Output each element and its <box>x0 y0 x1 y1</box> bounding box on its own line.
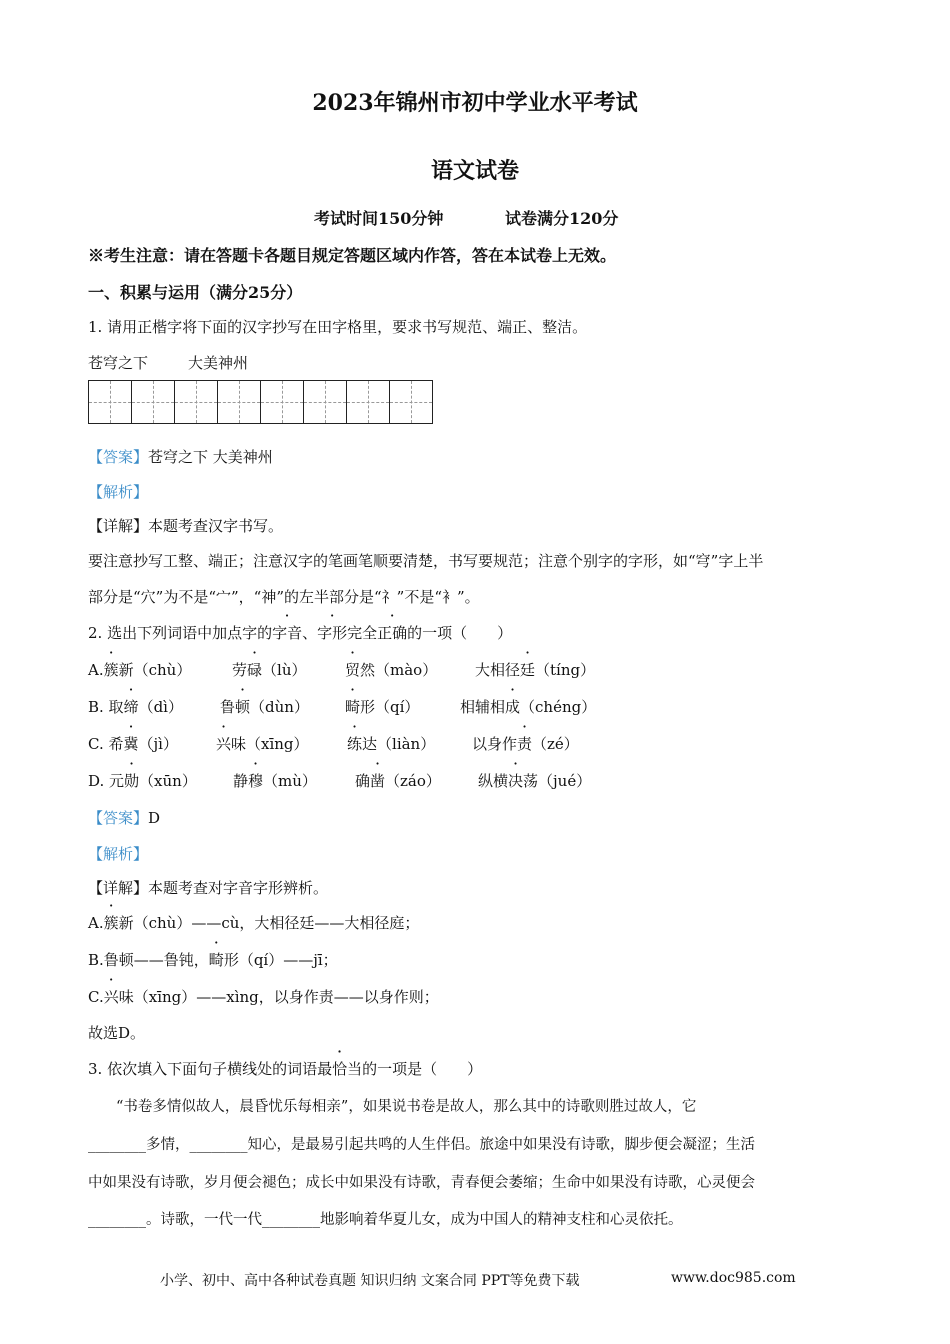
q3-passage-line4: ________。诗歌，一代一代________地影响着华夏儿女，成为中国人的精神支柱和心灵依托。 <box>88 1212 683 1228</box>
opt-dotted: 冀 <box>123 735 139 753</box>
q2-prompt-dotted: 字形 <box>317 624 348 642</box>
q2-option-b3 <box>345 696 419 717</box>
answer-text: D <box>148 809 161 827</box>
q3-prompt-pre: 3. 依次填入下面句子横线处的词语 <box>88 1060 318 1078</box>
opt-dotted: 决 <box>508 772 524 790</box>
q2-option-d <box>88 770 197 791</box>
grid-cell <box>217 380 261 424</box>
opt-text: 大相径 <box>475 661 521 679</box>
grid-cell <box>88 380 132 424</box>
opt-text: 确 <box>355 772 371 790</box>
grid-cell <box>389 380 433 424</box>
exam-time: 考试时间150分钟 <box>314 209 444 228</box>
q1-prompt: 1. 请用正楷字将下面的汉字抄写在田字格里，要求书写规范、端正、整洁。 <box>88 318 588 336</box>
section-heading: 一、积累与运用（满分25分） <box>88 283 303 302</box>
explain-text: 形（qí）——jī； <box>223 951 338 969</box>
q2-prompt <box>88 622 512 643</box>
q2-prompt-post: 的一项（ ） <box>407 624 513 642</box>
q3-prompt-post: 的一项是（ ） <box>362 1060 483 1078</box>
q3-passage-line2: ________多情，________知心，是最易引起共鸣的人生伴侣。旅途中如果没有诗歌，脚步便会凝涩；生活 <box>88 1137 755 1153</box>
q3-prompt <box>88 1058 482 1079</box>
q2-option-c <box>88 733 178 754</box>
opt-text: 纵横 <box>478 772 509 790</box>
explain-dotted: 兴 <box>103 988 119 1006</box>
opt-text: 以身作 <box>472 735 518 753</box>
opt-dotted: 畸 <box>345 698 361 716</box>
q2-conclusion: 故选D。 <box>88 1024 146 1042</box>
opt-text: 味（xīng） <box>231 735 309 753</box>
opt-text: A. <box>88 661 104 679</box>
q2-explain-c <box>88 986 439 1007</box>
opt-text: （dùn） <box>250 698 309 716</box>
q2-option-a2 <box>232 659 307 680</box>
opt-text: B. 取 <box>88 698 124 716</box>
opt-text: 荡（jué） <box>523 772 592 790</box>
explain-dotted: 簇 <box>103 914 119 932</box>
opt-text: （lù） <box>262 661 307 679</box>
q1-words-b: 大美神州 <box>188 354 249 372</box>
q2-option-a4 <box>475 659 595 680</box>
q2-analysis-tag: 【解析】 <box>88 845 149 863</box>
exam-title: 2023年锦州市初中学业水平考试 <box>312 90 638 116</box>
opt-dotted: 勋 <box>124 772 140 790</box>
q1-analysis-tag: 【解析】 <box>88 483 149 501</box>
explain-text: 新（chù）——cù，大相径廷——大相径庭； <box>118 914 420 932</box>
opt-text: （tíng） <box>535 661 596 679</box>
q3-passage-line3: 中如果没有诗歌，岁月便会褪色；成长中如果没有诗歌，青春便会萎缩；生命中如果没有诗歌，心灵便会 <box>88 1175 755 1191</box>
q2-explain-a <box>88 912 419 933</box>
q2-option-c2 <box>216 733 309 754</box>
explain-text: C. <box>88 988 104 1006</box>
q2-option-d4 <box>478 770 591 791</box>
opt-dotted: 顿 <box>235 698 251 716</box>
q3-passage-line1: “书卷多情似故人，晨昏忧乐每相亲”，如果说书卷是故人，那么其中的诗歌则胜过故人，它 <box>116 1099 697 1115</box>
opt-text: C. 希 <box>88 735 124 753</box>
q2-prompt-mid2: 完全 <box>347 624 378 642</box>
opt-text: 劳 <box>232 661 248 679</box>
exam-subtitle: 语文试卷 <box>430 158 519 184</box>
opt-text: （jì） <box>138 735 178 753</box>
q2-option-b4 <box>460 696 596 717</box>
opt-text: （chéng） <box>520 698 597 716</box>
q2-prompt-pre: 2. 选出下列词语中加点字的 <box>88 624 273 642</box>
q1-explain-line2: 部分是“穴”为不是“宀”，“神”的左半部分是“礻”不是“衤”。 <box>88 588 480 606</box>
opt-dotted: 兴 <box>216 735 232 753</box>
opt-text: 相辅相 <box>460 698 506 716</box>
q2-prompt-dotted: 正确 <box>377 624 408 642</box>
exam-notice: ※考生注意：请在答题卡各题目规定答题区域内作答，答在本试卷上无效。 <box>88 246 617 265</box>
grid-cell <box>131 380 175 424</box>
q2-answer <box>88 807 160 828</box>
answer-tag: 【答案】 <box>88 448 149 466</box>
opt-text: 然（mào） <box>360 661 438 679</box>
footer-url[interactable]: www.doc985.com <box>671 1270 796 1286</box>
opt-text: （zé） <box>532 735 579 753</box>
explain-text: 味（xīng）——xìng，以身作责——以身作则； <box>118 988 439 1006</box>
q2-prompt-mid: 、 <box>302 624 318 642</box>
opt-text: （mù） <box>263 772 317 790</box>
opt-dotted: 廷 <box>520 661 536 679</box>
grid-cell <box>174 380 218 424</box>
q2-option-c3 <box>347 733 435 754</box>
opt-dotted: 碌 <box>247 661 263 679</box>
q1-detail: 【详解】本题考查汉字书写。 <box>88 517 284 535</box>
opt-dotted: 缔 <box>123 698 139 716</box>
q2-option-b <box>88 696 183 717</box>
q3-dotted-word: 最恰当 <box>317 1060 363 1078</box>
exam-score: 试卷满分120分 <box>505 209 619 228</box>
footer-text: 小学、初中、高中各种试卷真题 知识归纳 文案合同 PPT等免费下载 <box>160 1273 580 1289</box>
opt-text: 静 <box>233 772 249 790</box>
opt-dotted: 簇 <box>103 661 119 679</box>
opt-dotted: 成 <box>505 698 521 716</box>
q2-prompt-dotted: 字音 <box>272 624 303 642</box>
opt-text: 新（chù） <box>118 661 192 679</box>
q2-option-a3 <box>345 659 437 680</box>
opt-text: D. 元 <box>88 772 125 790</box>
q1-explain-line1: 要注意抄写工整、端正；注意汉字的笔画笔顺要清楚，书写要规范；注意个别字的字形，如“穹”字上半 <box>88 552 764 570</box>
tianzige-grid <box>88 380 433 424</box>
opt-text: 鲁 <box>220 698 236 716</box>
opt-dotted: 贸 <box>345 661 361 679</box>
q2-option-d2 <box>233 770 317 791</box>
q2-option-d3 <box>355 770 441 791</box>
q1-words-a: 苍穹之下 <box>88 354 149 372</box>
q2-option-b2 <box>220 696 309 717</box>
explain-text: B.鲁顿——鲁钝， <box>88 951 209 969</box>
answer-tag: 【答案】 <box>88 809 149 827</box>
explain-text: A. <box>88 914 104 932</box>
q1-answer <box>88 446 273 467</box>
explain-dotted: 畸 <box>208 951 224 969</box>
grid-cell <box>260 380 304 424</box>
opt-dotted: 责 <box>517 735 533 753</box>
answer-text: 苍穹之下 大美神州 <box>148 448 273 466</box>
opt-text: （xūn） <box>139 772 197 790</box>
opt-dotted: 穆 <box>248 772 264 790</box>
opt-text: （záo） <box>385 772 441 790</box>
opt-dotted: 凿 <box>370 772 386 790</box>
grid-cell <box>346 380 390 424</box>
q3-prompt-dotted <box>317 1058 362 1079</box>
q2-detail: 【详解】本题考查对字音字形辨析。 <box>88 879 329 897</box>
opt-text: （dì） <box>138 698 183 716</box>
q2-option-c4 <box>472 733 579 754</box>
q2-option-a <box>88 659 191 680</box>
opt-text: 形（qí） <box>360 698 420 716</box>
grid-cell <box>303 380 347 424</box>
opt-text: 达（liàn） <box>362 735 436 753</box>
q2-explain-b <box>88 949 338 970</box>
opt-dotted: 练 <box>347 735 363 753</box>
